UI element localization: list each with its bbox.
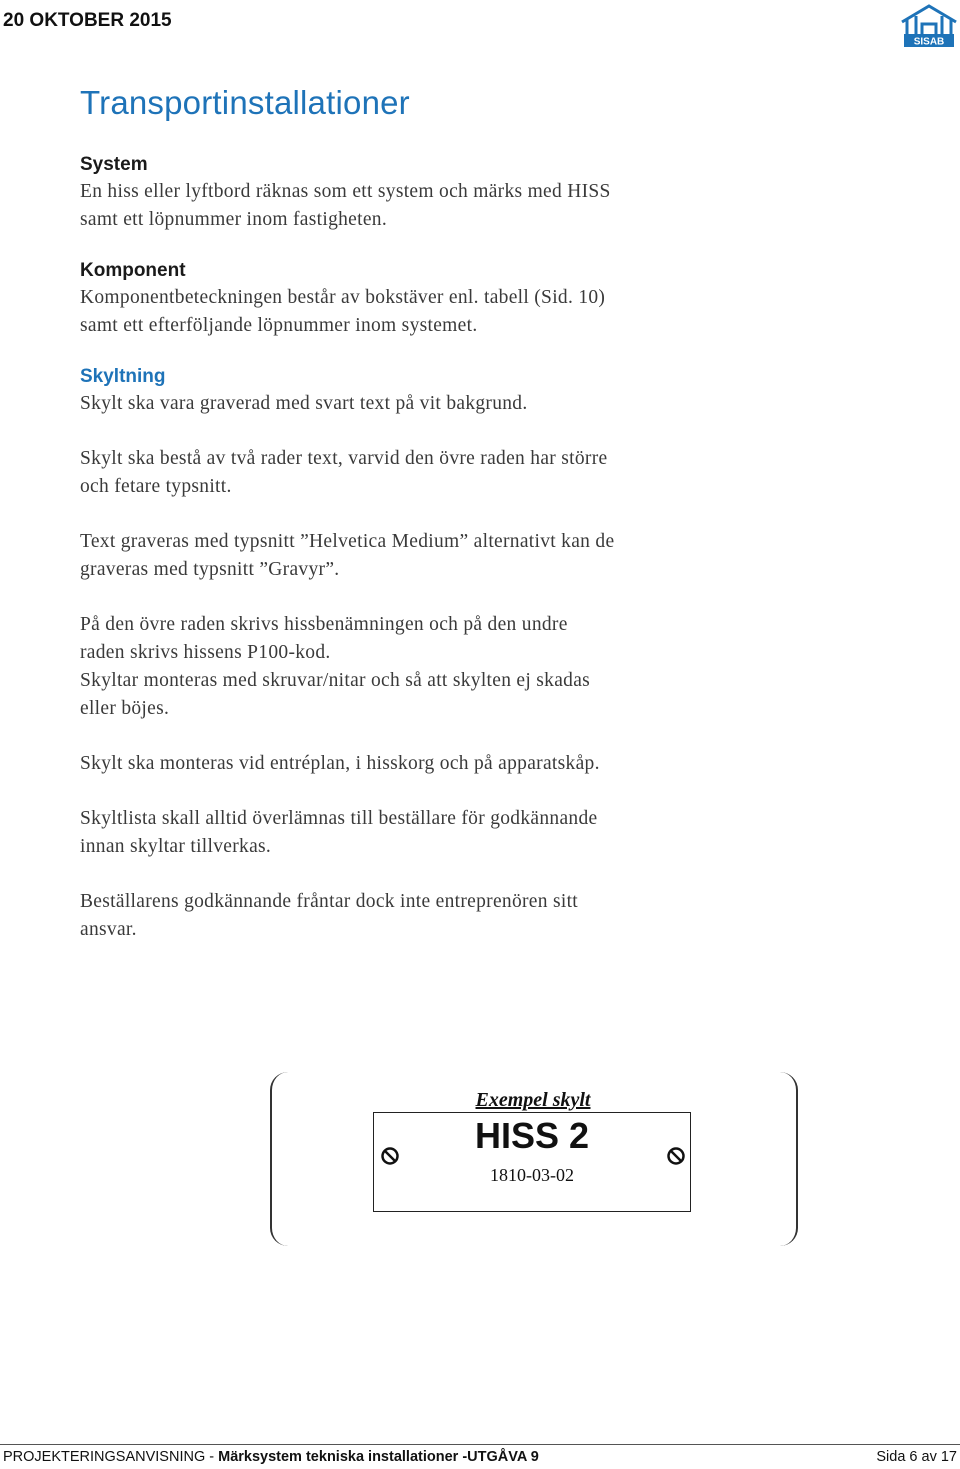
- header-date: 20 OKTOBER 2015: [3, 10, 172, 31]
- sign-bracket-right: [776, 1072, 798, 1246]
- section-heading-komponent: Komponent: [80, 260, 186, 281]
- paragraph-line: Komponentbeteckningen består av bokstäver enl. tabell (Sid. 10): [80, 287, 606, 308]
- page-title: Transportinstallationer: [80, 84, 410, 121]
- section-heading-skyltning: Skyltning: [80, 366, 166, 387]
- footer-document-title: [3, 1449, 539, 1465]
- sign-line-1: HISS 2: [474, 1115, 590, 1156]
- footer-page-number: Sida 6 av 17: [876, 1449, 957, 1465]
- sisab-logo-icon: [898, 2, 960, 48]
- sign-caption: Exempel skylt: [475, 1089, 591, 1111]
- paragraph-line: samt ett efterföljande löpnummer inom systemet.: [80, 315, 478, 336]
- footer-prefix: PROJEKTERINGSANVISNING -: [3, 1449, 219, 1465]
- paragraph-line: innan skyltar tillverkas.: [80, 836, 272, 857]
- paragraph-line: Beställarens godkännande fråntar dock inte entreprenören sitt: [80, 891, 579, 912]
- paragraph-line: På den övre raden skrivs hissbenämningen och på den undre: [80, 614, 568, 635]
- screw-icon: [666, 1146, 686, 1166]
- paragraph-line: eller böjes.: [80, 698, 170, 719]
- paragraph-line: graveras med typsnitt ”Gravyr”.: [80, 559, 340, 580]
- page-footer: [0, 1444, 960, 1469]
- paragraph-line: En hiss eller lyftbord räknas som ett system och märks med HISS: [80, 181, 611, 202]
- paragraph-line: samt ett löpnummer inom fastigheten.: [80, 209, 388, 230]
- paragraph-line: Skylt ska bestå av två rader text, varvid den övre raden har större: [80, 448, 608, 469]
- paragraph-line: ansvar.: [80, 919, 137, 940]
- paragraph-line: Skyltlista skall alltid överlämnas till beställare för godkännande: [80, 808, 598, 829]
- sign-line-2: 1810-03-02: [490, 1165, 574, 1185]
- paragraph-line: Skylt ska vara graverad med svart text på vit bakgrund.: [80, 393, 528, 414]
- paragraph-line: och fetare typsnitt.: [80, 476, 232, 497]
- logo-text: SISAB: [913, 36, 945, 48]
- paragraph-line: raden skrivs hissens P100-kod.: [80, 642, 331, 663]
- paragraph-line: Skyltar monteras med skruvar/nitar och så att skylten ej skadas: [80, 670, 591, 691]
- document-body: [80, 152, 780, 944]
- paragraph-line: Skylt ska monteras vid entréplan, i hisskorg och på apparatskåp.: [80, 753, 600, 774]
- footer-title-bold: Märksystem tekniska installationer -UTGÅVA 9: [218, 1449, 539, 1465]
- sign-bracket-left: [270, 1072, 292, 1246]
- example-sign: [373, 1112, 691, 1212]
- paragraph-line: Text graveras med typsnitt ”Helvetica Medium” alternativt kan de: [80, 531, 615, 552]
- section-heading-system: System: [80, 154, 148, 175]
